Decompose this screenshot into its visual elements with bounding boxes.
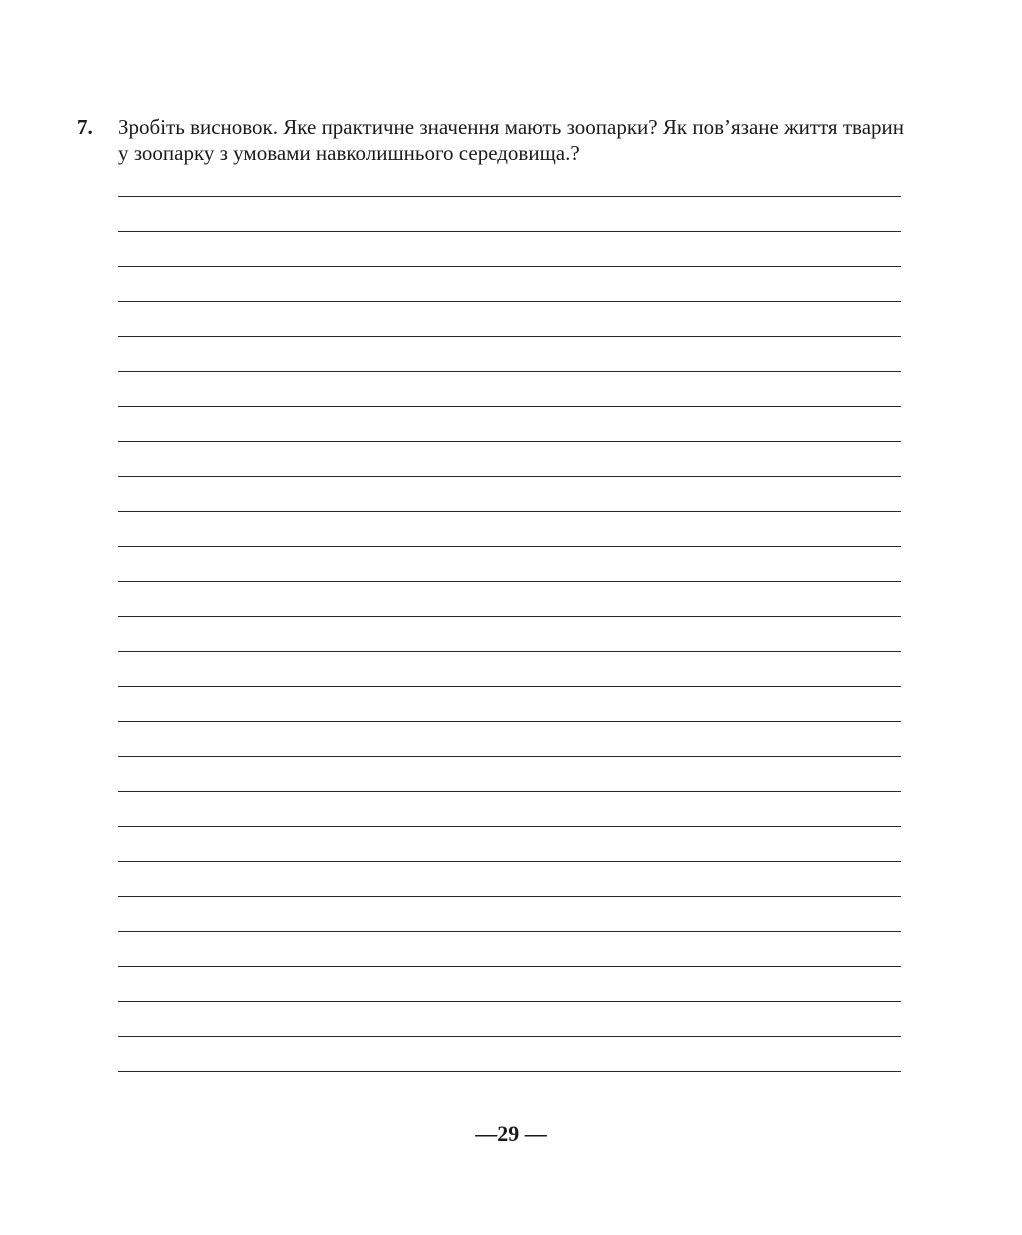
answer-line <box>118 231 901 232</box>
answer-line <box>118 336 901 337</box>
answer-line <box>118 651 901 652</box>
answer-line <box>118 861 901 862</box>
answer-line <box>118 371 901 372</box>
answer-line <box>118 721 901 722</box>
answer-line <box>118 966 901 967</box>
answer-line <box>118 406 901 407</box>
answer-lines-area[interactable] <box>118 196 901 1072</box>
task-question-text: Зробіть висновок. Яке практичне значення мають зоопарки? Як пов’язане життя тварин у зоопарку з умовами навколишнього середовища.? <box>118 115 904 165</box>
answer-line <box>118 1036 901 1037</box>
task-7 <box>77 114 904 166</box>
answer-line <box>118 546 901 547</box>
answer-line <box>118 931 901 932</box>
answer-line <box>118 511 901 512</box>
answer-line <box>118 686 901 687</box>
answer-line <box>118 791 901 792</box>
page-number: —29 — <box>475 1121 547 1146</box>
answer-line <box>118 196 901 197</box>
answer-line <box>118 1001 901 1002</box>
answer-line <box>118 756 901 757</box>
answer-line <box>118 1071 901 1072</box>
task-number: 7. <box>77 115 93 139</box>
answer-line <box>118 476 901 477</box>
answer-line <box>118 581 901 582</box>
answer-line <box>118 616 901 617</box>
answer-line <box>118 301 901 302</box>
answer-line <box>118 266 901 267</box>
answer-line <box>118 896 901 897</box>
answer-line <box>118 441 901 442</box>
answer-line <box>118 826 901 827</box>
